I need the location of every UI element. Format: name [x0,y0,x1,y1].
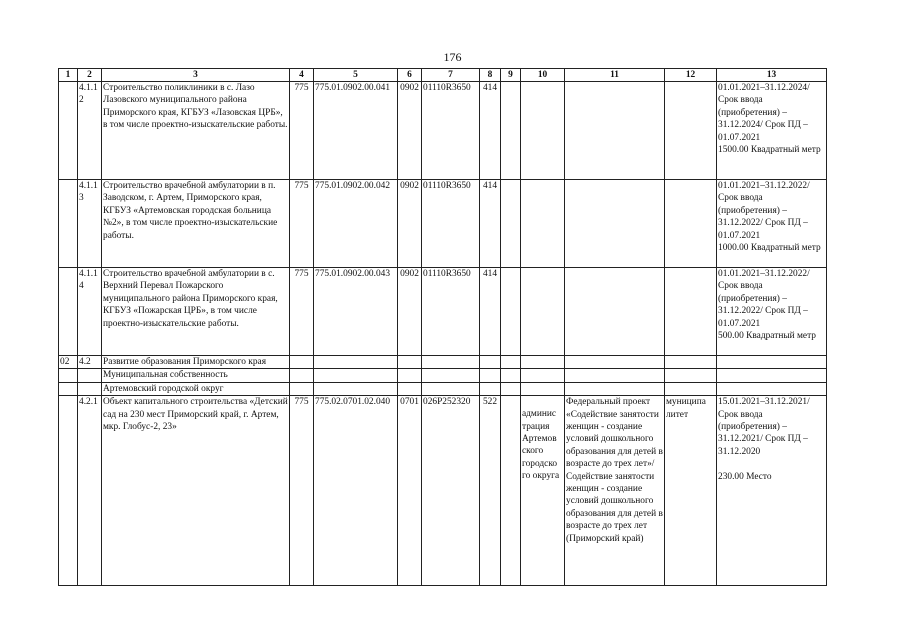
cell-ownership [665,82,717,180]
section-row [59,356,827,369]
cell-group [59,82,78,180]
cell-object-name: Строительство врачебной амбулатории в с. Верхний Перевал Пожарского муниципального района Приморского края, КГБУЗ «Пожарская ЦРБ», в том числе проектно-изыскательские работы. [102,268,290,356]
cell-target-article: 026P252320 [422,396,480,586]
cell-object-name: Объект капитального строительства «Детский сад на 230 мест Приморский край, г. Артем, мкр. Глобус-2, 23» [102,396,290,586]
cell-project [565,268,665,356]
column-number: 1 [59,69,78,82]
cell-ownership [665,180,717,268]
deadlines-text: 01.01.2021–31.12.2022/ Срок ввода (приобретения) – 31.12.2022/ Срок ПД – 01.07.2021 [718,181,810,241]
ownership-row [59,369,827,382]
cell-customer [521,268,565,356]
cell-expense-type: 414 [480,82,501,180]
cell-project [565,82,665,180]
cell-gr-code: 775 [290,396,314,586]
cell-item-number: 4.2 [78,356,102,369]
cell-section-code: 0902 [398,82,422,180]
cell-target-article: 01110R3650 [422,180,480,268]
cell-section-code: 0902 [398,268,422,356]
cell-deadlines [717,268,827,356]
cell-object-code: 775.02.0701.02.040 [314,396,398,586]
cell-ownership [665,268,717,356]
cell-customer [521,180,565,268]
deadlines-text: 15.01.2021–31.12.2021/ Срок ввода (приобретения) – 31.12.2021/ Срок ПД – 31.12.2020 [718,397,810,457]
cell-expense-type: 414 [480,180,501,268]
page-number: 176 [443,50,462,64]
table-row [59,180,827,268]
column-number: 5 [314,69,398,82]
cell-empty [501,268,521,356]
cell-customer [521,82,565,180]
cell-group [59,268,78,356]
cell-project [565,180,665,268]
column-number: 9 [501,69,521,82]
column-number: 12 [665,69,717,82]
capacity-text: 1500.00 Квадратный метр [718,145,821,156]
cell-object-code: 775.01.0902.00.042 [314,180,398,268]
cell-object-code: 775.01.0902.00.043 [314,268,398,356]
table-row [59,268,827,356]
cell-deadlines [717,396,827,586]
cell-customer [521,396,565,586]
cell-item-number: 4.1.1 3 [78,180,102,268]
cell-object-code: 775.01.0902.00.041 [314,82,398,180]
column-number: 6 [398,69,422,82]
column-number: 4 [290,69,314,82]
cell-group [59,396,78,586]
cell-section-code: 0701 [398,396,422,586]
district-row [59,382,827,395]
investment-objects-table [58,68,827,586]
deadlines-text: 01.01.2021–31.12.2022/ Срок ввода (приобретения) – 31.12.2022/ Срок ПД – 01.07.2021 [718,269,810,329]
cell-project: Федеральный проект «Содействие занятости женщин - создание условий дошкольного образования для детей в возрасте до трех лет»/Содействие занятости женщин - создание условий дошкольного образования для детей в возрасте до трех лет (Приморский край) [565,396,665,586]
cell-object-name: Строительство поликлиники в с. Лазо Лазовского муниципального района Приморского края, КГБУЗ «Лазовская ЦРБ», в том числе проектно-изыскательские работы. [102,82,290,180]
cell-section-code: 0902 [398,180,422,268]
cell-group: 02 [59,356,78,369]
cell-gr-code: 775 [290,82,314,180]
cell-target-article: 01110R3650 [422,268,480,356]
cell-item-number: 4.1.1 2 [78,82,102,180]
cell-empty [501,396,521,586]
cell-item-number: 4.1.1 4 [78,268,102,356]
cell-target-article: 01110R3650 [422,82,480,180]
cell-section-title: Развитие образования Приморского края [102,356,290,369]
column-number: 11 [565,69,665,82]
cell-deadlines [717,180,827,268]
district-label: Артемовский городской округ [102,382,290,395]
capacity-text: 1000.00 Квадратный метр [718,243,821,254]
cell-gr-code: 775 [290,268,314,356]
table-row [59,82,827,180]
ownership-label: Муниципальная собственность [102,369,290,382]
cell-gr-code: 775 [290,180,314,268]
column-number: 13 [717,69,827,82]
column-number: 8 [480,69,501,82]
cell-empty [501,180,521,268]
column-number: 10 [521,69,565,82]
cell-group [59,180,78,268]
capacity-text: 230.00 Место [718,471,772,482]
column-number: 7 [422,69,480,82]
deadlines-text: 01.01.2021–31.12.2024/ Срок ввода (приобретения) – 31.12.2024/ Срок ПД – 01.07.2021 [718,83,810,143]
cell-item-number: 4.2.1 [78,396,102,586]
cell-empty [501,82,521,180]
cell-ownership: муниципа литет [665,396,717,586]
capacity-text: 500.00 Квадратный метр [718,331,816,342]
cell-expense-type: 522 [480,396,501,586]
customer-text: админис трация Артемов ского городско го округа [522,409,560,482]
cell-object-name: Строительство врачебной амбулатории в п. Заводском, г. Артем, Приморского края, КГБУЗ «Артемовская городская больница №2», в том числе проектно-изыскательские работы. [102,180,290,268]
column-number-row [59,69,827,82]
cell-deadlines [717,82,827,180]
cell-expense-type: 414 [480,268,501,356]
column-number: 2 [78,69,102,82]
column-number: 3 [102,69,290,82]
table-row [59,396,827,586]
